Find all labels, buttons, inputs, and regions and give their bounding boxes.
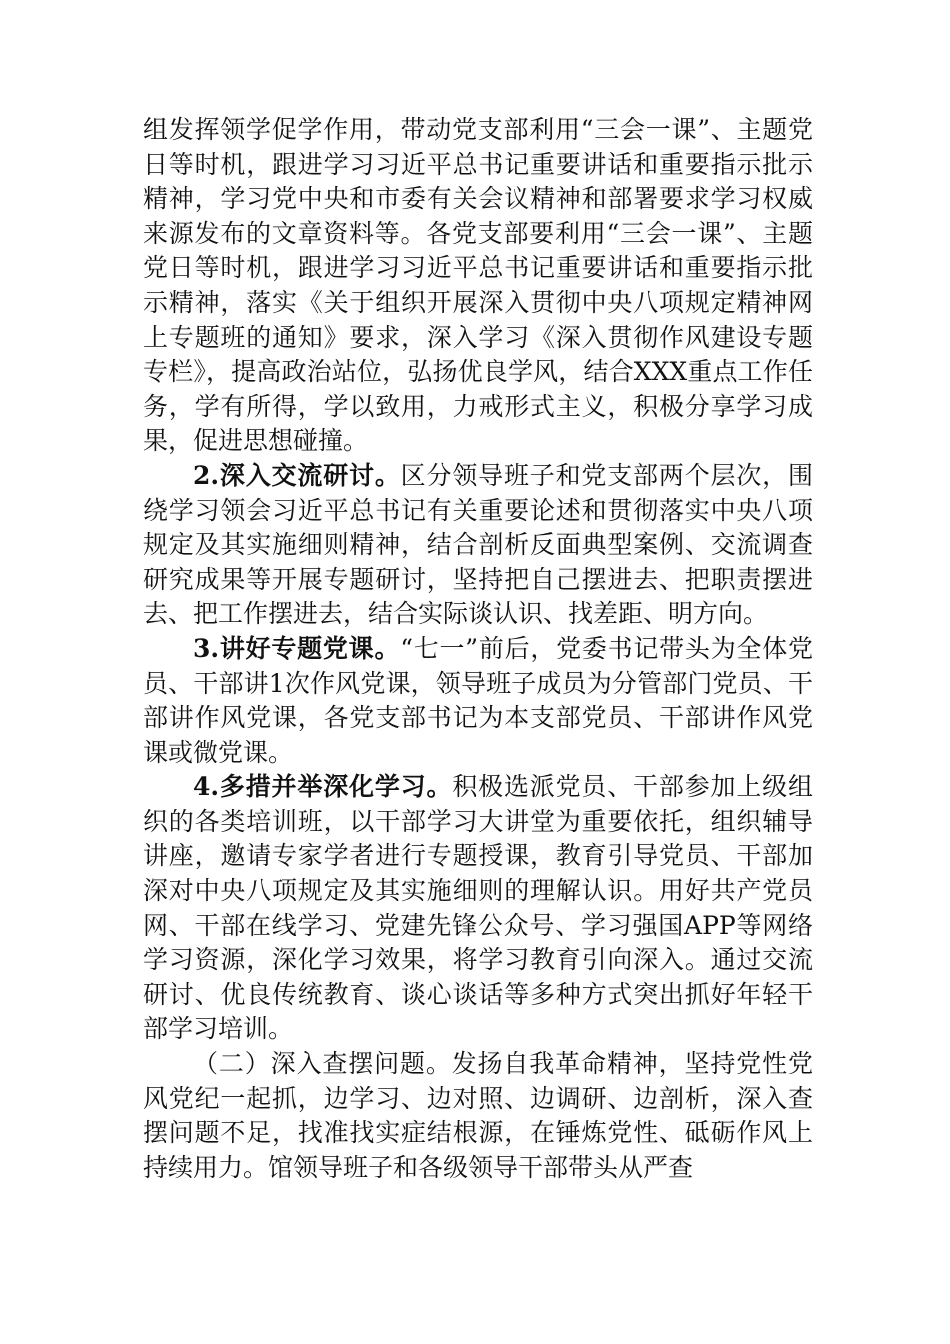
paragraph-party-lecture [143, 632, 813, 770]
paragraph-text: 组发挥领学促学作用，带动党支部利用“三会一课”、主题党日等时机，跟进学习习近平总书记重要讲话和重要指示批示精神，学习党中央和市委有关会议精神和部署要求学习权威来源发布的文章资料等。各党支部要利用“三会一课”、主题党日等时机，跟进学习习近平总书记重要讲话和重要指示批示精神，落实《关于组织开展深入贯彻中央八项规定精神网上专题班的通知》要求，深入学习《深入贯彻作风建设专题专栏》，提高政治站位，弘扬优良学风，结合XXX重点工作任务，学有所得，学以致用，力戒形式主义，积极分享学习成果，促进思想碰撞。 [143, 115, 813, 456]
paragraph-text: 积极选派党员、干部参加上级组织的各类培训班，以干部学习大讲堂为重要依托，组织辅导讲座，邀请专家学者进行专题授课，教育引导党员、干部加深对中央八项规定及其实施细则的理解认识。用好共产党员网、干部在线学习、党建先锋公众号、学习强国APP等网络学习资源，深化学习效果，将学习教育引向深入。通过交流研讨、优良传统教育、谈心谈话等多种方式突出抓好年轻干部学习培训。 [143, 772, 813, 1044]
paragraph-text: 区分领导班子和党支部两个层次，围绕学习领会习近平总书记有关重要论述和贯彻落实中央八项规定及其实施细则精神，结合剖析反面典型案例、交流调查研究成果等开展专题研讨，坚持把自己摆进去、把职责摆进去、把工作摆进去，结合实际谈认识、找差距、明方向。 [143, 460, 813, 629]
document-body [143, 113, 813, 1185]
paragraph-heading: 3.讲好专题党课。 [193, 633, 401, 663]
paragraph-exchange-discussion [143, 459, 813, 632]
paragraph-text: （二）深入查摆问题。发扬自我革命精神，坚持党性党风党纪一起抓，边学习、边对照、边调研、边剖析，深入查摆问题不足，找准找实症结根源，在锤炼党性、砥砺作风上持续用力。馆领导班子和各级领导干部带头从严查 [143, 1049, 813, 1182]
paragraph-text: “七一”前后，党委书记带头为全体党员、干部讲1次作风党课，领导班子成员为分管部门党员、干部讲作风党课，各党支部书记为本支部党员、干部讲作风党课或微党课。 [143, 633, 813, 767]
paragraph-heading: 2.深入交流研讨。 [193, 460, 401, 490]
paragraph-continuation [143, 113, 813, 459]
paragraph-deepen-learning [143, 770, 813, 1047]
paragraph-heading: 4.多措并举深化学习。 [193, 772, 453, 802]
paragraph-find-problems [143, 1047, 813, 1185]
